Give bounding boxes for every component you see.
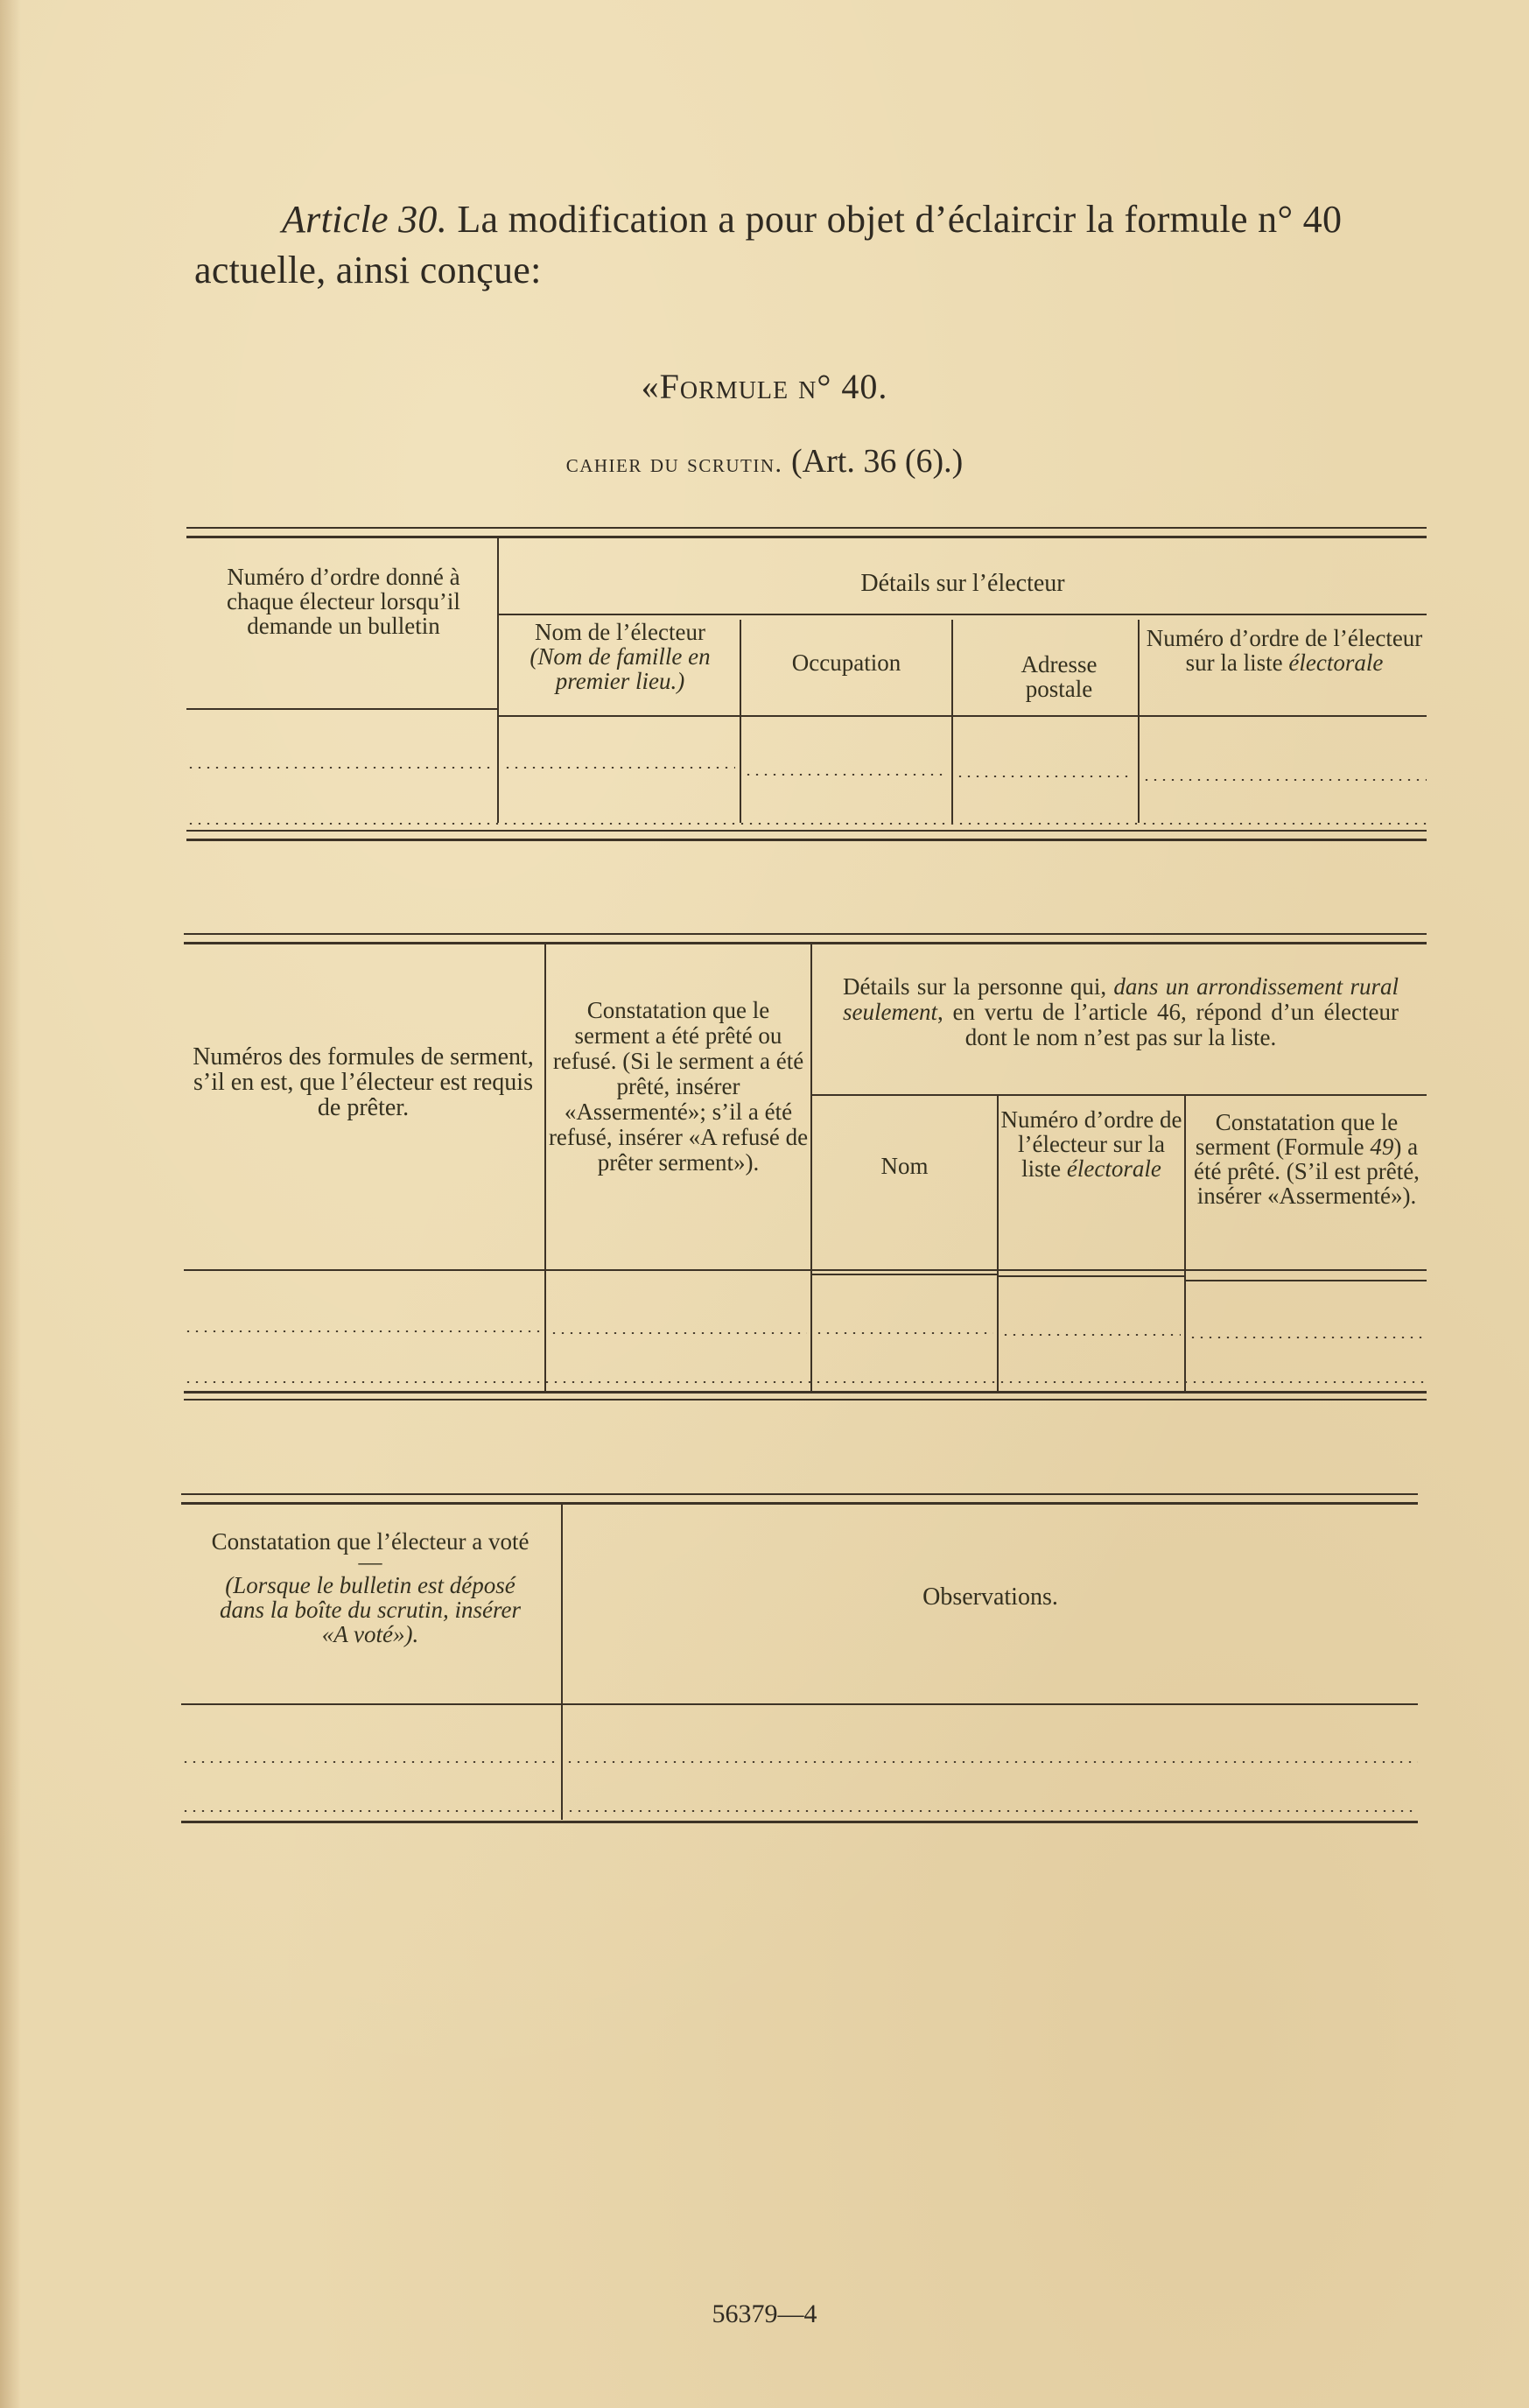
page-footer-number: 56379—4 [712,2299,817,2328]
divider [997,1096,999,1391]
rule [186,830,1427,832]
intro-text: La modification a pour objet d’éclaircir la formule n° 40 actuelle, ainsi conçue: [194,198,1343,291]
header-numeros-formules: Numéros des formules de serment, s’il en est, que l’électeur est requis de prêter. [193,1043,534,1121]
dotted-line [956,776,1133,777]
rule [181,1821,1418,1823]
header-numero-ordre-personne: Numéro d’ordre de l’électeur sur la liste électorale [1000,1106,1182,1182]
rule [1186,1280,1427,1281]
dotted-line [181,1761,558,1763]
dotted-line [186,823,1427,825]
dotted-line [184,1330,541,1332]
form-title: «Formule n° 40. [641,367,888,406]
rule [186,839,1427,841]
cahier-article-ref: (Art. 36 (6).) [791,443,964,480]
cahier-label: cahier du scrutin. [565,449,783,478]
dotted-line [1001,1334,1181,1336]
dotted-line [186,767,493,769]
header-numero-ordre: Numéro d’ordre donné à chaque électeur lorsqu’il demande un bulletin [227,564,460,639]
divider [1138,620,1140,823]
dotted-line [503,767,735,769]
rule [999,1275,1184,1277]
header-nom-electeur [501,620,740,693]
header-constatation-vote: Constatation que l’électeur a voté — (Lorsque le bulletin est déposé dans la boîte du scrutin, insérer «A voté»). [211,1528,530,1647]
header-observations: Observations. [922,1583,1058,1611]
rule [184,1399,1427,1401]
rule [181,1502,1418,1505]
rule [184,933,1427,935]
cahier-heading [0,442,1529,481]
rule [181,1493,1418,1495]
dotted-line [1189,1337,1425,1338]
divider [561,1505,563,1820]
header-occupation: Occupation [791,649,901,676]
rule [186,536,1427,538]
divider [1184,1096,1186,1391]
rule [181,1703,1418,1705]
rule [186,708,497,710]
divider [544,944,546,1391]
rule [184,1391,1427,1394]
intro-paragraph [194,194,1437,296]
article-number: Article 30. [282,198,448,241]
rule [499,614,1427,615]
header-details-personne: Détails sur la personne qui, dans un arrondissement rural seulement, en vertu de l’article 46, répond d’un électeur dont le nom n’est pas sur la liste. [843,973,1399,1050]
header-constatation-serment: Constatation que le serment a été prêté ou refusé. (Si le serment a été prêté, insérer «Assermenté»; s’il a été refusé, insérer «A refusé de prêter serment»). [548,997,809,1176]
dotted-line [744,774,947,776]
header-numero-liste: Numéro d’ordre de l’électeur sur la liste électorale [1146,625,1423,676]
dotted-line [184,1381,1427,1383]
dotted-line [550,1332,807,1334]
rule [812,1094,1427,1096]
dotted-line [815,1332,993,1334]
header-nom-personne: Nom [880,1153,929,1179]
header-details-electeur: Détails sur l’électeur [860,570,1065,597]
dotted-line [1142,779,1427,781]
dotted-line [565,1761,1418,1763]
rule [184,942,1427,944]
rule [186,527,1427,529]
divider [951,620,953,823]
rule [812,1274,997,1275]
header-constatation-formule-49: Constatation que le serment (Formule 49) a été prêté. (S’il est prêté, insérer «Assermenté»). [1194,1109,1420,1209]
dotted-line [181,1810,1418,1812]
nom-note: (Nom de famille en premier lieu.) [530,643,711,694]
rule [499,715,1427,717]
rule [184,1269,1427,1271]
header-adresse-postale: Adresse postale [1021,651,1098,702]
nom-label: Nom de l’électeur [535,619,705,645]
